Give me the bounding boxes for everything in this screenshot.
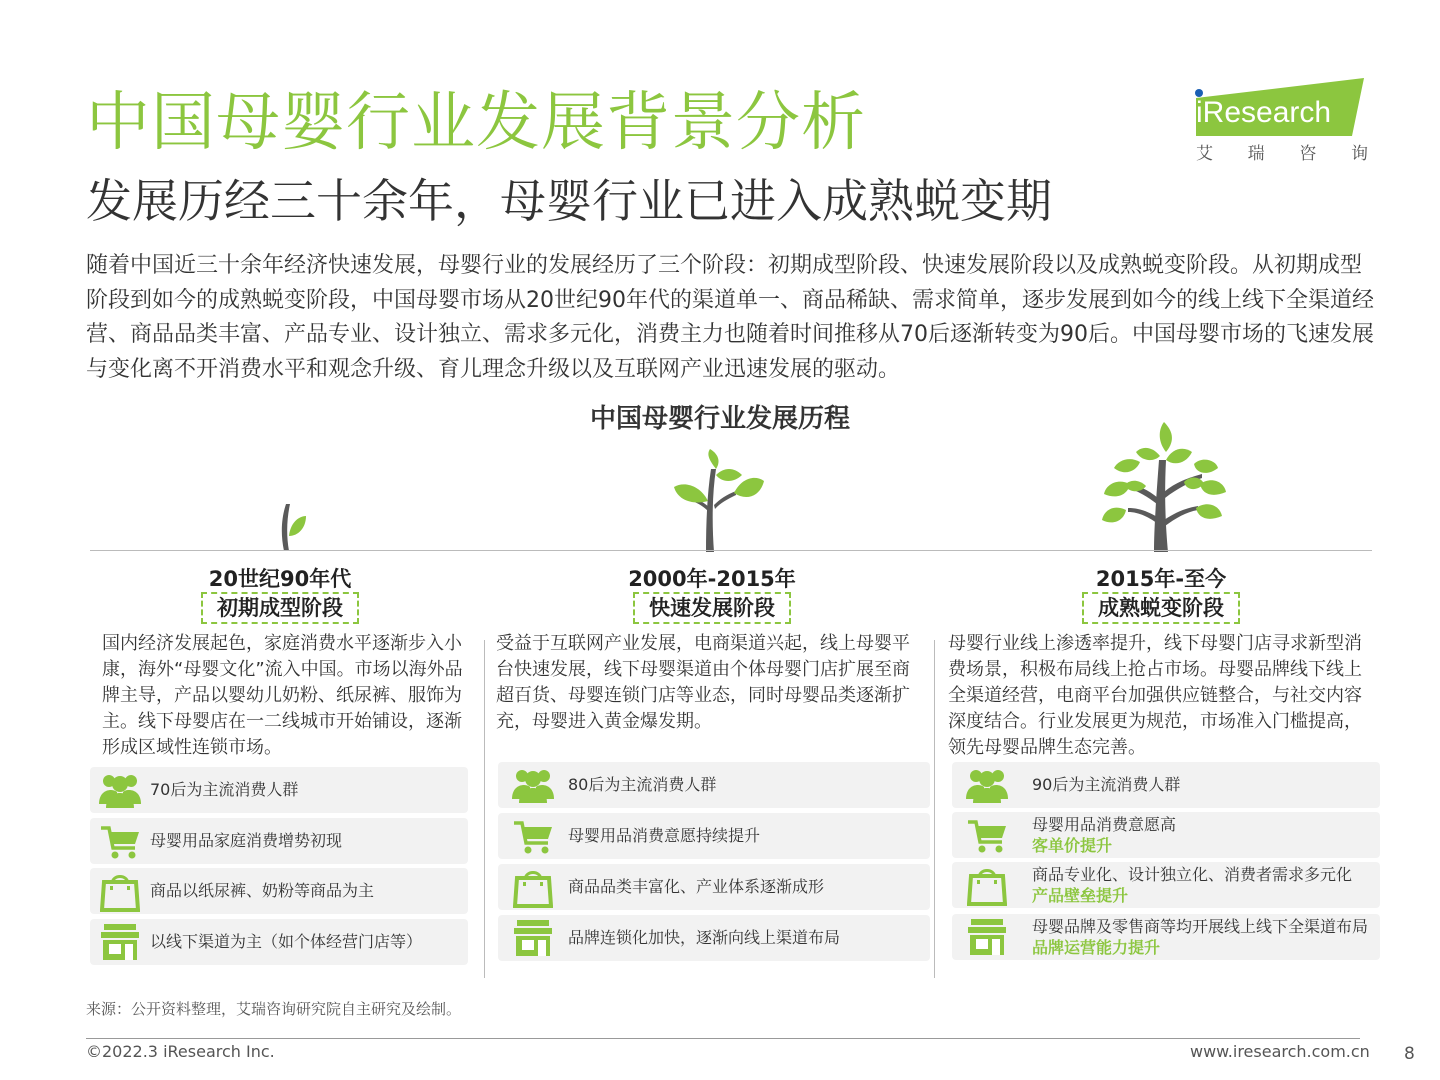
stage-column-3 xyxy=(964,566,1358,624)
sprout-icon xyxy=(262,498,322,552)
footer-divider xyxy=(86,1038,1360,1039)
stage-name: 快速发展阶段 xyxy=(633,592,791,624)
stage-card: 商品品类丰富化、产业体系逐渐成形 xyxy=(498,864,930,910)
store-icon xyxy=(90,922,150,962)
people-icon xyxy=(498,765,568,805)
stage-name: 成熟蜕变阶段 xyxy=(1082,592,1240,624)
stage-card: 母婴品牌及零售商等均开展线上线下全渠道布局 品牌运营能力提升 xyxy=(952,914,1380,960)
cart-icon xyxy=(498,817,568,855)
cart-icon xyxy=(90,822,150,860)
logo-text: iResearch xyxy=(1196,96,1332,129)
stage-column-1 xyxy=(90,566,470,624)
bag-icon xyxy=(498,866,568,908)
intro-paragraph: 随着中国近三十余年经济快速发展，母婴行业的发展经历了三个阶段：初期成型阶段、快速发展阶段以及成熟蜕变阶段。从初期成型阶段到如今的成熟蜕变阶段，中国母婴市场从20世纪90年代的渠道单一、商品稀缺、需求简单，逐步发展到如今的线上线下全渠道经营、商品品类丰富、产品专业、设计独立、需求多元化，消费主力也随着时间推移从70后逐渐转变为90后。中国母婴市场的飞速发展与变化离不开消费水平和观念升级、育儿理念升级以及互联网产业迅速发展的驱动。 xyxy=(86,253,1374,382)
stage-column-2 xyxy=(520,566,904,624)
stage-period: 2015年-至今 xyxy=(1095,567,1227,591)
stage-card: 以线下渠道为主（如个体经营门店等） xyxy=(90,919,468,965)
young-tree-icon xyxy=(660,445,770,553)
stage-card: 品牌连锁化加快，逐渐向线上渠道布局 xyxy=(498,915,930,961)
bag-icon xyxy=(90,870,150,912)
stage-period: 2000年-2015年 xyxy=(628,567,796,591)
stage-card: 80后为主流消费人群 xyxy=(498,762,930,808)
page-number: 8 xyxy=(1404,1044,1415,1064)
diagram-title: 中国母婴行业发展历程 xyxy=(589,404,850,434)
stage-card: 商品以纸尿裤、奶粉等商品为主 xyxy=(90,868,468,914)
stage-description: 国内经济发展起色，家庭消费水平逐渐步入小康，海外“母婴文化”流入中国。市场以海外品牌主导，产品以婴幼儿奶粉、纸尿裤、服饰为主。线下母婴店在一二线城市开始铺设，逐渐形成区域性连锁市场。 xyxy=(102,633,463,758)
mature-tree-icon xyxy=(1100,420,1230,553)
stage-card: 商品专业化、设计独立化、消费者需求多元化 产品壁垒提升 xyxy=(952,862,1380,908)
source-note: 来源：公开资料整理，艾瑞咨询研究院自主研究及绘制。 xyxy=(86,1000,462,1018)
stage-card: 母婴用品消费意愿高 客单价提升 xyxy=(952,812,1380,858)
stage-card: 母婴用品家庭消费增势初现 xyxy=(90,818,468,864)
store-icon xyxy=(952,917,1022,957)
cart-icon xyxy=(952,816,1022,854)
stage-card: 70后为主流消费人群 xyxy=(90,767,468,813)
page-subtitle: 发展历经三十余年，母婴行业已进入成熟蜕变期 xyxy=(86,174,1052,228)
store-icon xyxy=(498,918,568,958)
page-title: 中国母婴行业发展背景分析 xyxy=(86,86,866,160)
stage-period: 20世纪90年代 xyxy=(208,567,352,591)
stage-card: 母婴用品消费意愿持续提升 xyxy=(498,813,930,859)
column-divider xyxy=(484,640,485,978)
stage-name: 初期成型阶段 xyxy=(201,592,359,624)
bag-icon xyxy=(952,864,1022,906)
stage-description: 母婴行业线上渗透率提升，线下母婴门店寻求新型消费场景，积极布局线上抢占市场。母婴品牌线下线上全渠道经营，电商平台加强供应链整合，与社交内容深度结合。行业发展更为规范，市场准入门槛提高，领先母婴品牌生态完善。 xyxy=(948,633,1362,758)
copyright: ©2022.3 iResearch Inc. xyxy=(86,1042,275,1061)
people-icon xyxy=(90,770,150,810)
timeline-axis xyxy=(90,550,1372,551)
column-divider xyxy=(934,640,935,978)
logo-chinese-name: 艾 瑞 咨 询 xyxy=(1196,144,1368,164)
stage-description: 受益于互联网产业发展，电商渠道兴起，线上母婴平台快速发展，线下母婴渠道由个体母婴门店扩展至商超百货、母婴连锁门店等业态，同时母婴品类逐渐扩充，母婴进入黄金爆发期。 xyxy=(496,633,910,732)
people-icon xyxy=(952,765,1022,805)
website-link[interactable]: www.iresearch.com.cn xyxy=(1190,1042,1370,1061)
stage-card: 90后为主流消费人群 xyxy=(952,762,1380,808)
